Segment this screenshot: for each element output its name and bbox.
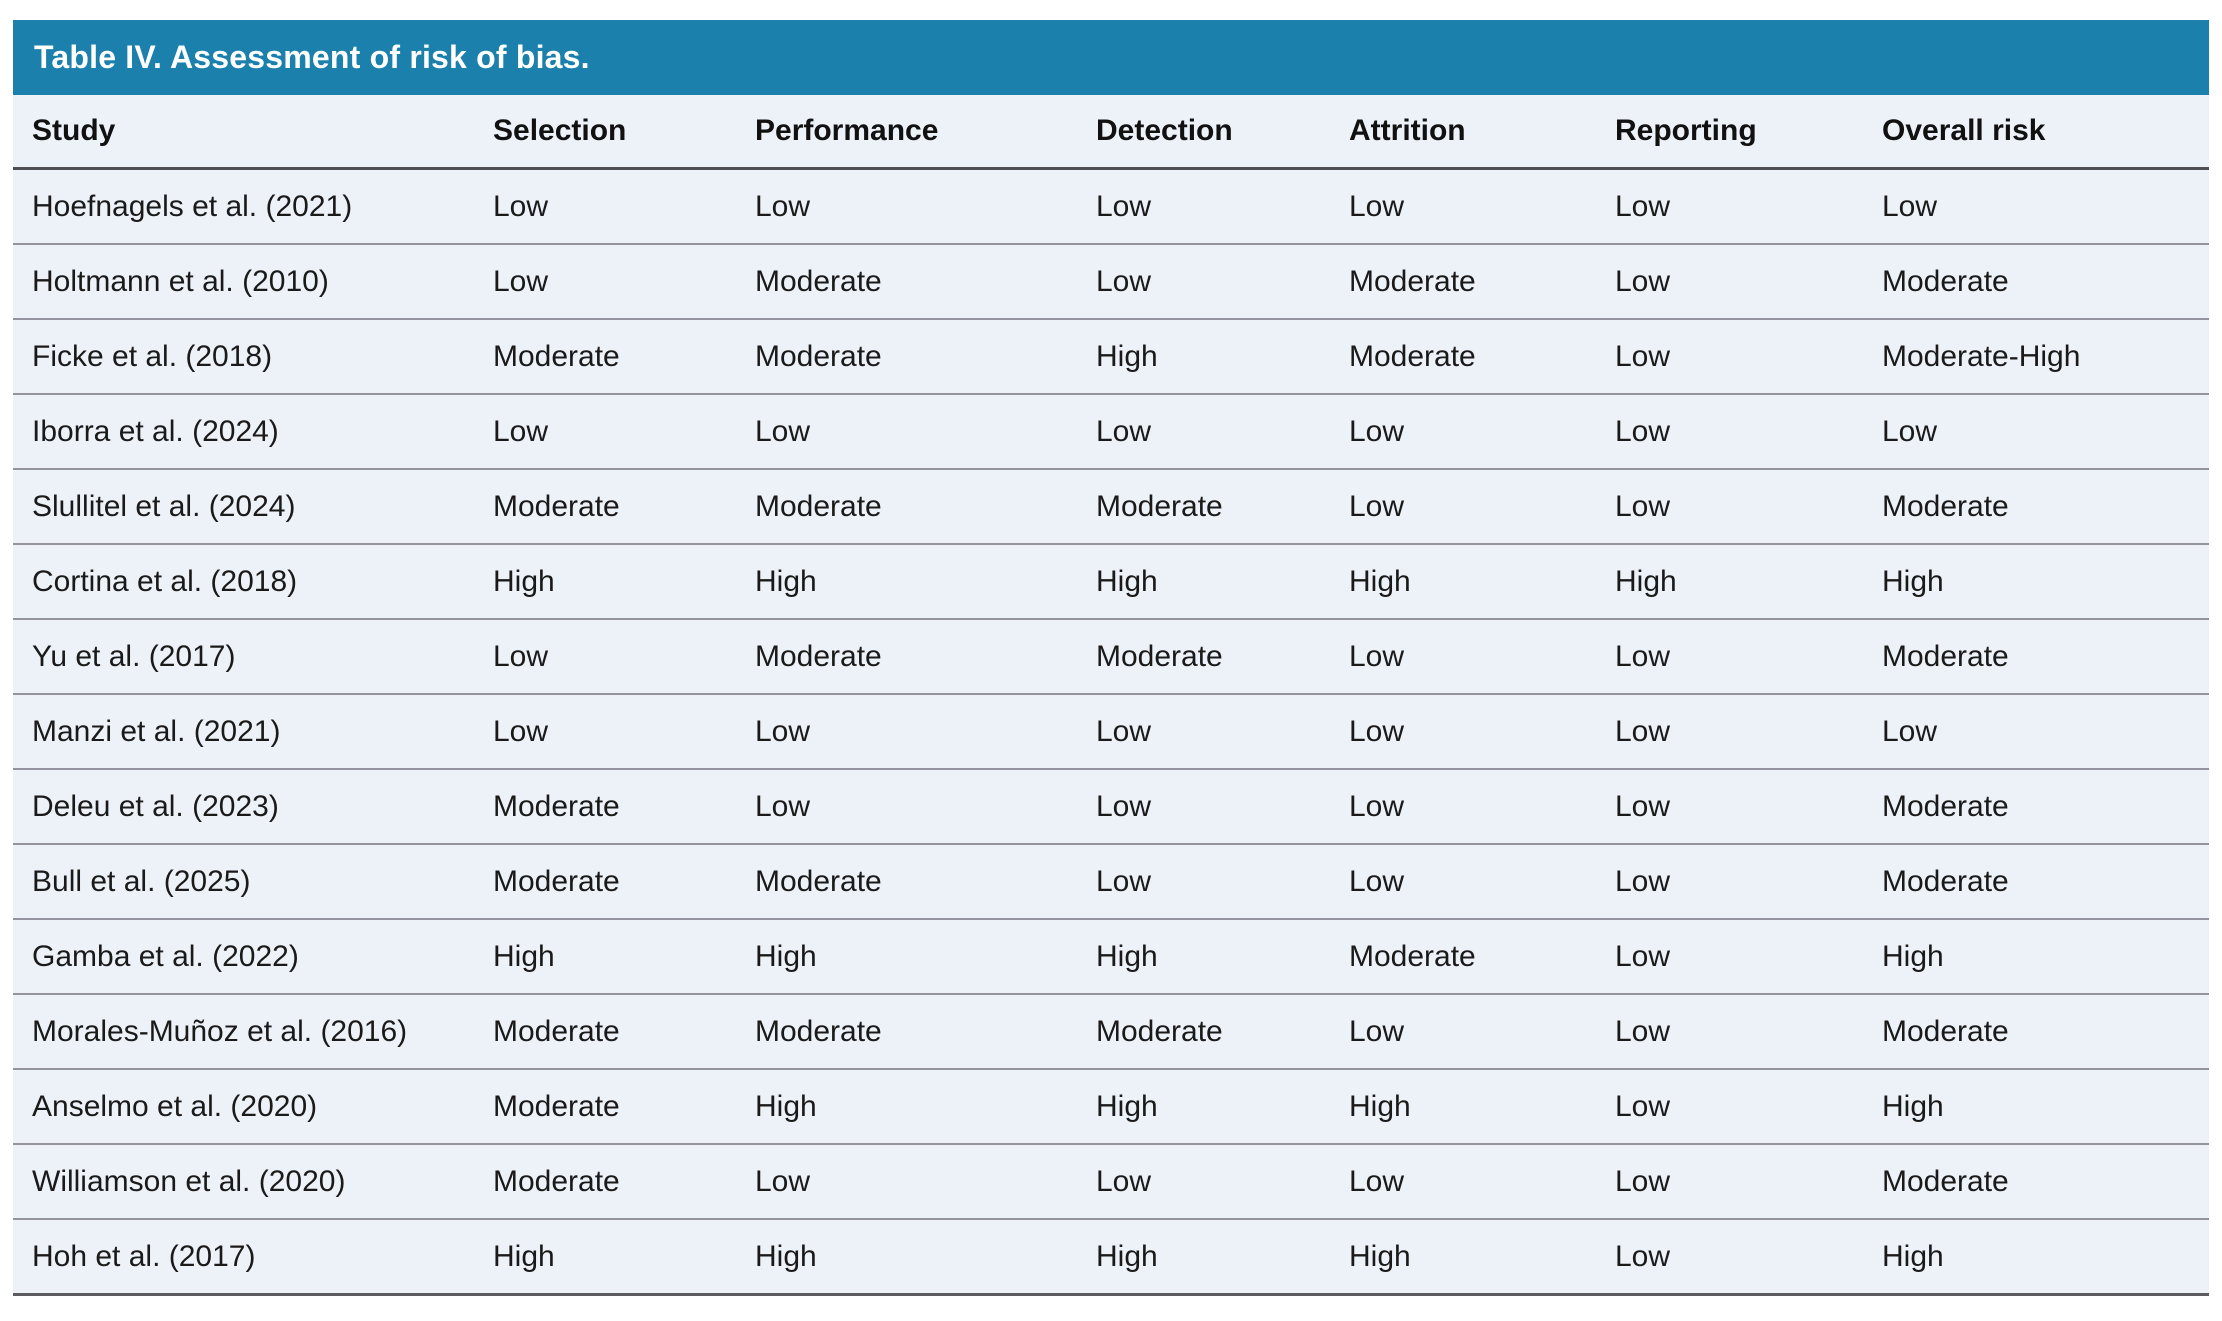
table-row (13, 619, 2209, 694)
selection-cell: Low (474, 244, 736, 319)
study-cell: Slullitel et al. (2024) (13, 469, 474, 544)
reporting-cell: Low (1596, 169, 1863, 245)
attrition-cell: Low (1330, 844, 1596, 919)
selection-cell: Low (474, 169, 736, 245)
study-cell: Manzi et al. (2021) (13, 694, 474, 769)
column-header: Performance (736, 95, 1077, 169)
detection-cell: High (1077, 919, 1330, 994)
attrition-cell: Moderate (1330, 319, 1596, 394)
performance-cell: Moderate (736, 319, 1077, 394)
study-cell: Cortina et al. (2018) (13, 544, 474, 619)
detection-cell: Low (1077, 769, 1330, 844)
performance-cell: Moderate (736, 619, 1077, 694)
study-cell: Deleu et al. (2023) (13, 769, 474, 844)
overall-risk-cell: Moderate (1863, 469, 2209, 544)
reporting-cell: Low (1596, 919, 1863, 994)
performance-cell: Low (736, 769, 1077, 844)
selection-cell: Moderate (474, 844, 736, 919)
selection-cell: Moderate (474, 469, 736, 544)
study-cell: Holtmann et al. (2010) (13, 244, 474, 319)
detection-cell: Moderate (1077, 619, 1330, 694)
reporting-cell: Low (1596, 469, 1863, 544)
attrition-cell: Low (1330, 769, 1596, 844)
reporting-cell: Low (1596, 244, 1863, 319)
overall-risk-cell: Low (1863, 169, 2209, 245)
table-row (13, 544, 2209, 619)
attrition-cell: High (1330, 1219, 1596, 1295)
detection-cell: Low (1077, 169, 1330, 245)
attrition-cell: Low (1330, 469, 1596, 544)
detection-cell: Low (1077, 394, 1330, 469)
detection-cell: High (1077, 544, 1330, 619)
attrition-cell: Low (1330, 619, 1596, 694)
table-row (13, 769, 2209, 844)
table-row (13, 1069, 2209, 1144)
table-row (13, 919, 2209, 994)
overall-risk-cell: High (1863, 544, 2209, 619)
reporting-cell: Low (1596, 1219, 1863, 1295)
performance-cell: Low (736, 694, 1077, 769)
performance-cell: Moderate (736, 244, 1077, 319)
detection-cell: Low (1077, 244, 1330, 319)
column-header: Study (13, 95, 474, 169)
reporting-cell: Low (1596, 844, 1863, 919)
table-title-bar (13, 20, 2209, 95)
performance-cell: High (736, 919, 1077, 994)
table-row (13, 1219, 2209, 1295)
performance-cell: Low (736, 169, 1077, 245)
table-row (13, 319, 2209, 394)
column-header: Detection (1077, 95, 1330, 169)
selection-cell: Moderate (474, 994, 736, 1069)
attrition-cell: Moderate (1330, 244, 1596, 319)
performance-cell: High (736, 1069, 1077, 1144)
study-cell: Williamson et al. (2020) (13, 1144, 474, 1219)
table-title: Table IV. Assessment of risk of bias. (34, 39, 590, 75)
reporting-cell: Low (1596, 994, 1863, 1069)
detection-cell: Low (1077, 694, 1330, 769)
study-cell: Gamba et al. (2022) (13, 919, 474, 994)
risk-of-bias-table-card (13, 20, 2209, 1296)
study-cell: Ficke et al. (2018) (13, 319, 474, 394)
reporting-cell: Low (1596, 319, 1863, 394)
study-cell: Hoefnagels et al. (2021) (13, 169, 474, 245)
performance-cell: Moderate (736, 469, 1077, 544)
risk-of-bias-table (13, 95, 2209, 1296)
table-row (13, 1144, 2209, 1219)
column-header: Attrition (1330, 95, 1596, 169)
study-cell: Iborra et al. (2024) (13, 394, 474, 469)
overall-risk-cell: Low (1863, 694, 2209, 769)
overall-risk-cell: Moderate (1863, 244, 2209, 319)
detection-cell: High (1077, 319, 1330, 394)
detection-cell: Low (1077, 1144, 1330, 1219)
overall-risk-cell: High (1863, 919, 2209, 994)
detection-cell: Low (1077, 844, 1330, 919)
table-row (13, 694, 2209, 769)
table-row (13, 394, 2209, 469)
performance-cell: High (736, 544, 1077, 619)
detection-cell: High (1077, 1219, 1330, 1295)
overall-risk-cell: Moderate (1863, 994, 2209, 1069)
performance-cell: Low (736, 1144, 1077, 1219)
attrition-cell: Low (1330, 994, 1596, 1069)
table-body (13, 169, 2209, 1295)
overall-risk-cell: Moderate (1863, 769, 2209, 844)
overall-risk-cell: Moderate (1863, 1144, 2209, 1219)
performance-cell: Moderate (736, 844, 1077, 919)
attrition-cell: High (1330, 1069, 1596, 1144)
attrition-cell: Low (1330, 694, 1596, 769)
selection-cell: Moderate (474, 1144, 736, 1219)
study-cell: Morales-Muñoz et al. (2016) (13, 994, 474, 1069)
table-row (13, 169, 2209, 245)
study-cell: Yu et al. (2017) (13, 619, 474, 694)
selection-cell: Low (474, 394, 736, 469)
header-row (13, 95, 2209, 169)
attrition-cell: Low (1330, 394, 1596, 469)
reporting-cell: High (1596, 544, 1863, 619)
column-header: Overall risk (1863, 95, 2209, 169)
reporting-cell: Low (1596, 1069, 1863, 1144)
attrition-cell: Moderate (1330, 919, 1596, 994)
selection-cell: Low (474, 619, 736, 694)
selection-cell: Moderate (474, 319, 736, 394)
reporting-cell: Low (1596, 769, 1863, 844)
reporting-cell: Low (1596, 394, 1863, 469)
overall-risk-cell: Moderate-High (1863, 319, 2209, 394)
selection-cell: Moderate (474, 1069, 736, 1144)
detection-cell: High (1077, 1069, 1330, 1144)
selection-cell: High (474, 544, 736, 619)
reporting-cell: Low (1596, 1144, 1863, 1219)
study-cell: Anselmo et al. (2020) (13, 1069, 474, 1144)
selection-cell: Moderate (474, 769, 736, 844)
table-row (13, 844, 2209, 919)
performance-cell: High (736, 1219, 1077, 1295)
detection-cell: Moderate (1077, 994, 1330, 1069)
column-header: Selection (474, 95, 736, 169)
detection-cell: Moderate (1077, 469, 1330, 544)
table-row (13, 994, 2209, 1069)
attrition-cell: Low (1330, 1144, 1596, 1219)
overall-risk-cell: Moderate (1863, 619, 2209, 694)
attrition-cell: High (1330, 544, 1596, 619)
attrition-cell: Low (1330, 169, 1596, 245)
overall-risk-cell: Moderate (1863, 844, 2209, 919)
study-cell: Bull et al. (2025) (13, 844, 474, 919)
table-row (13, 244, 2209, 319)
performance-cell: Low (736, 394, 1077, 469)
reporting-cell: Low (1596, 619, 1863, 694)
selection-cell: High (474, 919, 736, 994)
overall-risk-cell: High (1863, 1069, 2209, 1144)
study-cell: Hoh et al. (2017) (13, 1219, 474, 1295)
overall-risk-cell: High (1863, 1219, 2209, 1295)
table-row (13, 469, 2209, 544)
performance-cell: Moderate (736, 994, 1077, 1069)
overall-risk-cell: Low (1863, 394, 2209, 469)
selection-cell: Low (474, 694, 736, 769)
reporting-cell: Low (1596, 694, 1863, 769)
selection-cell: High (474, 1219, 736, 1295)
column-header: Reporting (1596, 95, 1863, 169)
